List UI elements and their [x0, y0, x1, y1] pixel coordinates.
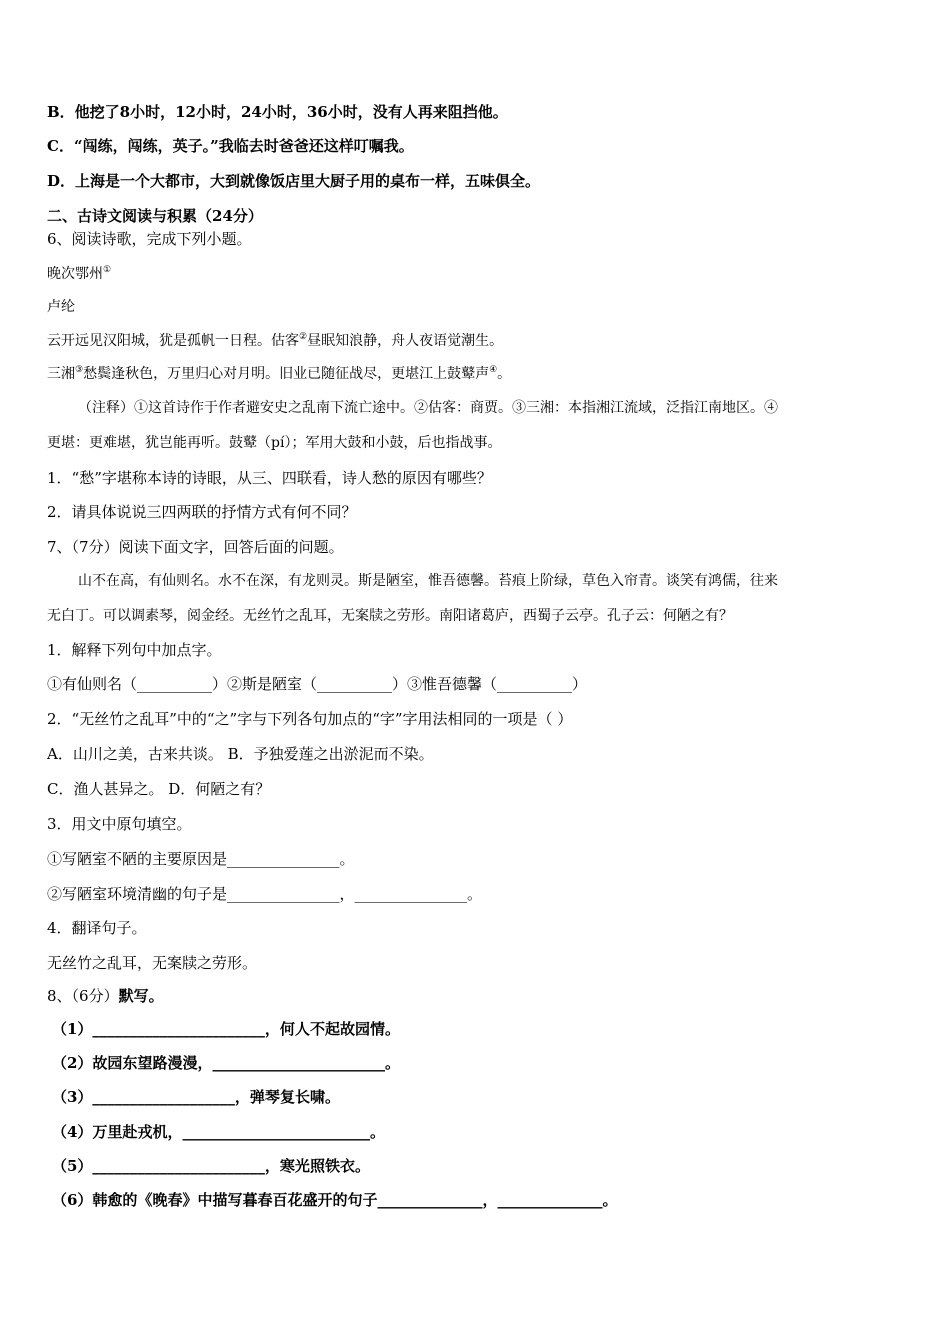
question-6-prompt: 6、阅读诗歌，完成下列小题。 — [47, 230, 252, 248]
dictation-3: （3）___________________，弹琴复长啸。 — [52, 1088, 340, 1106]
question-7-3-blank-1: ①写陋室不陋的主要原因是_______________。 — [47, 850, 355, 868]
poem-line-2: 三湘③愁鬓逢秋色，万里归心对月明。旧业已随征战尽，更堪江上鼓鼙声④。 — [47, 365, 512, 382]
dictation-4: （4）万里赴戎机，_________________________。 — [52, 1123, 385, 1141]
poem-title: 晚次鄂州① — [47, 265, 112, 282]
question-7-4-sentence: 无丝竹之乱耳，无案牍之劳形。 — [47, 954, 258, 972]
poem-notes: （注释）①这首诗作于作者避安史之乱南下流亡途中。②估客：商贾。③三湘：本指湘江流域，泛指江南地区。④ — [78, 400, 778, 416]
question-7-2-options-cd: C．渔人甚异之。 D．何陋之有？ — [47, 780, 271, 798]
question-7-2: 2．“无丝竹之乱耳”中的“之”字与下列各句加点的“字”字用法相同的一项是（ ） — [47, 710, 573, 728]
question-7-1: 1．解释下列句中加点字。 — [47, 641, 222, 659]
question-7-4: 4．翻译句子。 — [47, 919, 147, 937]
question-7-3: 3．用文中原句填空。 — [47, 815, 192, 833]
question-6-2: 2．请具体说说三四两联的抒情方式有何不同？ — [47, 503, 357, 521]
option-d: D．上海是一个大都市，大到就像饭店里大厨子用的桌布一样，五味俱全。 — [47, 172, 541, 190]
question-7-2-options-ab: A．山川之美，古来共谈。 B．予独爱莲之出淤泥而不染。 — [47, 745, 434, 763]
dictation-5: （5）_______________________，寒光照铁衣。 — [52, 1157, 370, 1175]
poem-line-1: 云开远见汉阳城，犹是孤帆一日程。估客②昼眠知浪静，舟人夜语觉潮生。 — [47, 332, 504, 349]
poem-author: 卢纶 — [47, 299, 75, 315]
dictation-2: （2）故园东望路漫漫，_______________________。 — [52, 1054, 400, 1072]
question-7-1-blanks: ①有仙则名（__________）②斯是陋室（__________）③惟吾德馨（__________） — [47, 675, 588, 693]
question-8-prompt: 8、（6分）默写。 — [47, 987, 164, 1005]
dictation-1: （1）_______________________，何人不起故园情。 — [52, 1020, 400, 1038]
dictation-6: （6）韩愈的《晚春》中描写暮春百花盛开的句子______________，______________。 — [52, 1191, 618, 1209]
option-c: C．“闯练，闯练，英子。”我临去时爸爸还这样叮嘱我。 — [47, 137, 414, 155]
poem-notes-continued: 更堪：更难堪，犹岂能再听。鼓鼙（pí）；军用大鼓和小鼓，后也指战事。 — [47, 435, 502, 451]
section-heading: 二、古诗文阅读与积累（24分） — [47, 207, 263, 225]
question-6-1: 1．“愁”字堪称本诗的诗眼，从三、四联看，诗人愁的原因有哪些？ — [47, 469, 492, 487]
passage-line-1: 山不在高，有仙则名。水不在深，有龙则灵。斯是陋室，惟吾德馨。苔痕上阶绿，草色入帘青。谈笑有鸿儒，往来 — [78, 573, 778, 589]
passage-line-2: 无白丁。可以调素琴，阅金经。无丝竹之乱耳，无案牍之劳形。南阳诸葛庐，西蜀子云亭。孔子云：何陋之有？ — [47, 608, 733, 624]
question-7-prompt: 7、（7分）阅读下面文字，回答后面的问题。 — [47, 538, 344, 556]
option-b: B．他挖了8小时，12小时，24小时，36小时，没有人再来阻挡他。 — [47, 103, 508, 121]
question-7-3-blank-2: ②写陋室环境清幽的句子是_______________，_______________。 — [47, 885, 483, 903]
